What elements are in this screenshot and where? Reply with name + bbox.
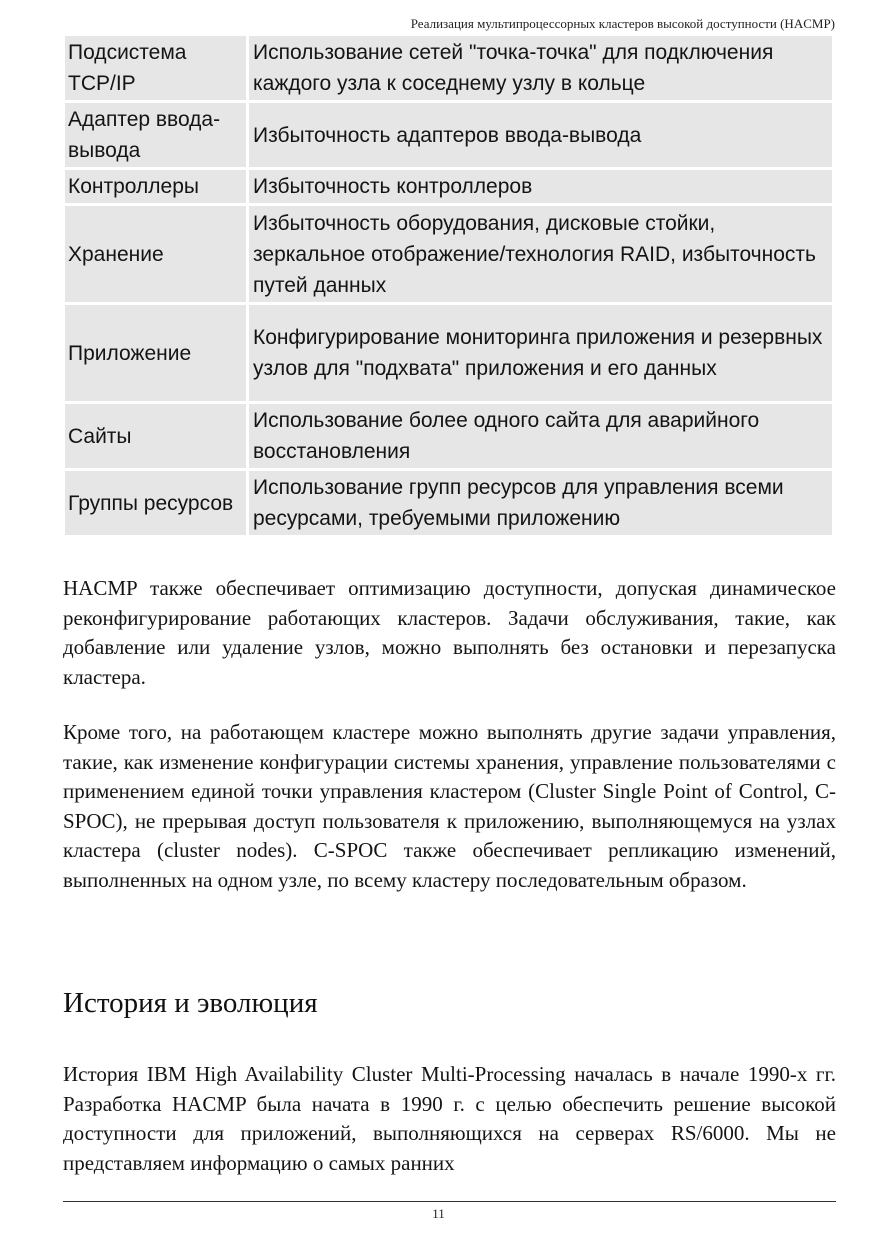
subsystem-table-wrapper: [62, 33, 835, 538]
subsystem-cell: Группы ресурсов: [65, 471, 246, 535]
running-header: Реализация мультипроцессорных кластеров высокой доступности (HACMP): [410, 16, 835, 31]
description-cell: Конфигурирование мониторинга приложения и резервных узлов для "подхвата" приложения и его данных: [249, 305, 832, 401]
subsystem-cell: Контроллеры: [65, 170, 246, 203]
page-number: 11: [432, 1206, 445, 1221]
description-cell: Использование более одного сайта для аварийного восстановления: [249, 404, 832, 468]
paragraph-c-spoc: Кроме того, на работающем кластере можно выполнять другие задачи управления, такие, как изменение конфигурации системы хранения, управление пользователями с применением единой точки управления кластером (Cluster Single Point of Control, C-SPOC), не прерывая доступ пользователя к приложению, выполняющемуся на узлах кластера (cluster nodes). C-SPOC также обеспечивает репликацию изменений, выполненных на одном узле, по всему кластеру последовательным образом.: [63, 720, 836, 892]
paragraph-history: История IBM High Availability Cluster Multi-Processing началась в начале 1990-х гг. Разработка HACMP была начата в 1990 г. с целью обеспечить решение высокой доступности для приложений, выполняющихся на серверах RS/6000. Мы не представляем информацию о самых ранних: [63, 1062, 836, 1175]
table-row: [65, 471, 832, 535]
footer-divider: [63, 1201, 836, 1202]
table-row: [65, 103, 832, 167]
table-row: [65, 305, 832, 401]
subsystem-cell: Сайты: [65, 404, 246, 468]
description-cell: Использование сетей "точка-точка" для подключения каждого узла к соседнему узлу в кольце: [249, 36, 832, 100]
table-row: [65, 404, 832, 468]
table-row: [65, 36, 832, 100]
table-row: [65, 206, 832, 302]
subsystem-table: [62, 33, 835, 538]
paragraph-availability: HACMP также обеспечивает оптимизацию доступности, допуская динамическое реконфигурирование работающих кластеров. Задачи обслуживания, такие, как добавление или удаление узлов, можно выполнять без остановки и перезапуска кластера.: [63, 576, 836, 689]
description-cell: Использование групп ресурсов для управления всеми ресурсами, требуемыми приложению: [249, 471, 832, 535]
description-cell: Избыточность контроллеров: [249, 170, 832, 203]
subsystem-cell: Хранение: [65, 206, 246, 302]
subsystem-cell: Подсистема TCP/IP: [65, 36, 246, 100]
subsystem-cell: Приложение: [65, 305, 246, 401]
section-heading: История и эволюция: [63, 987, 318, 1019]
description-cell: Избыточность адаптеров ввода-вывода: [249, 103, 832, 167]
table-row: [65, 170, 832, 203]
description-cell: Избыточность оборудования, дисковые стойки, зеркальное отображение/технология RAID, избыточность путей данных: [249, 206, 832, 302]
subsystem-cell: Адаптер ввода-вывода: [65, 103, 246, 167]
